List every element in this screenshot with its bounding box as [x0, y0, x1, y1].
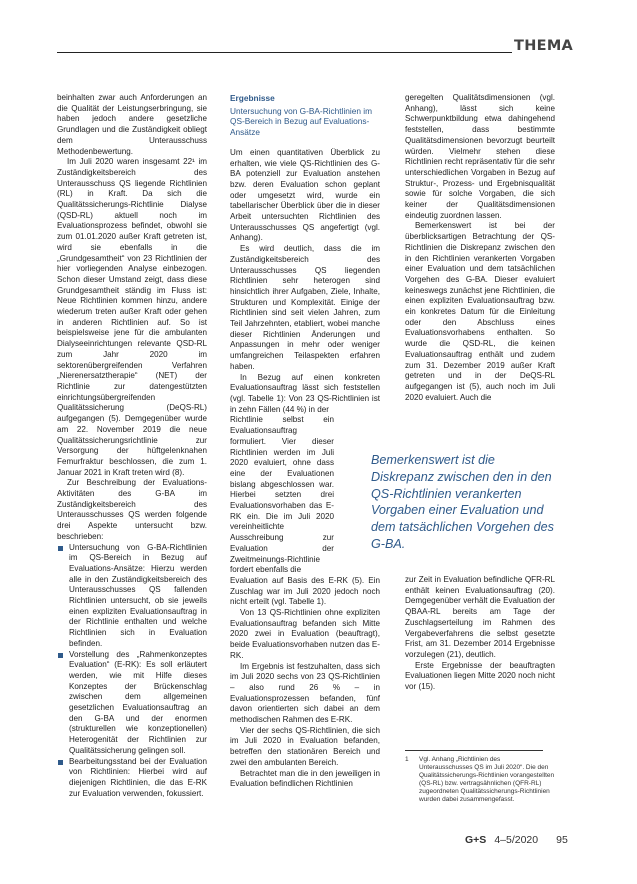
paragraph: Im Ergebnis ist festzuhalten, dass sich im Juli 2020 sechs von 23 QS-Richtlinien – also rund 26 % – in Evaluationsprozessen befanden, fünf davon orientierten sich dabei an dem methodischen Rahmen des E-RK.: [230, 661, 380, 725]
paragraph: Um einen quantitativen Überblick zu erhalten, wie viele QS-Richtlinien des G-BA potenziell zur Evaluation anstehen bzw. deren Evaluation schon geplant oder umgesetzt wird, wurde ein tabellarischer Überblick über die in dieser Arbeit untersuchten Richtlinien des Unterausschusses QS angefertigt (vgl. Anhang).: [230, 147, 380, 243]
column-3-continued: [405, 575, 555, 693]
list-item: Vorstellung des „Rahmenkonzeptes Evaluation“ (E-RK): Es soll erläutert werden, wie mit Hilfe dieses Konzeptes der Brückenschlag zwischen dem allgemeinen gesetzlichen Evaluationsauftrag an den G-BA und der enormen (strukturellen wie konzeptionellen) Heterogenität der Richtlinien zur Qualitätssicherung gelingen soll.: [57, 650, 207, 757]
paragraph: Erste Ergebnisse der beauftragten Evaluationen liegen Mitte 2020 noch nicht vor (15).: [405, 660, 555, 692]
paragraph: geregelten Qualitätsdimensionen (vgl. Anhang), lässt sich keine Schwerpunktbildung etwa dahingehend feststellen, dass bestimmte Qualitätsdimensionen bevorzugt beurteilt würden. Vielmehr stehen diese Richtlinien recht repräsentativ für die sehr unterschiedlichen Vorgaben in Bezug auf Struktur-, Prozess- und Ergebnisqualität sowie für solche Vorgaben, die sich keiner der Qualitätsdimensionen eindeutig zuordnen lassen.: [405, 93, 555, 220]
list-item: Untersuchung von G-BA-Richtlinien im QS-Bereich in Bezug auf Evaluations-Ansätze: Hierzu werden alle in den Zuständigkeitsbereich des Unterausschusses QS fallenden Richtlinien untersucht, ob sie jeweils einen expliziten Evaluationsauftrag in der Richtlinie enthalten und welche Richtlinien sich in Evaluation befinden.: [57, 543, 207, 650]
paragraph: zur Zeit in Evaluation befindliche QFR-RL enthält keinen Evaluationsauftrag (20). Demgegenüber verhält die Evaluation der QBAA-RL bereits am Tage der Zuschlagserteilung im Rahmen des Vergabeverfahrens die selbst gesetzte Frist, am 31. Dezember 2014 Ergebnisse vorzulegen (21), deutlich.: [405, 575, 555, 659]
section-heading: Ergebnisse: [230, 93, 275, 103]
issue-number: 4–5/2020: [494, 834, 539, 846]
page-footer: [465, 834, 568, 846]
paragraph: Im Juli 2020 waren insgesamt 22¹ im Zuständigkeitsbereich des Unterausschuss QS liegende Richtlinien (RL) in Kraft. Da sich die Qualitätssicherungs-Richtlinie Dialyse (QSD-RL) aktuell noch im Evaluationsprozess befindet, obwohl sie zum 01.01.2020 außer Kraft getreten ist, wird sie ebenfalls in die „Grundgesamtheit“ von 23 Richtlinien der hier vorliegenden Analyse einbezogen. Schon dieser Umstand zeigt, dass diese Grundgesamtheit ständig im Fluss ist: Neue Richtlinien kommen hinzu, andere wiederum treten außer Kraft oder gehen in anderen Richtlinien auf. So ist beispielsweise jene für die ambulanten Dialyseeinrichtungen relevante QSD-RL zum Jahr 2020 im sektorenübergreifenden Verfahren „Nierenersatztherapie“ (NET) der Richtlinie zur datengestützten einrichtungsübergreifenden Qualitätssicherung (DeQS-RL) aufgegangen (5). Demgegenüber wurde am 22. November 2019 die neue Qualitätssicherungsrichtlinie zur Versorgung der hüftgelenknahen Femurfraktur beschlossen, die zum 1. Januar 2021 in Kraft treten wird (8).: [57, 157, 207, 477]
page-number: 95: [556, 834, 568, 846]
header-rule: [57, 52, 512, 53]
paragraph: Evaluation auf Basis des E-RK (5). Ein Zuschlag war im Juli 2020 jedoch noch nicht erteilt (vgl. Tabelle 1).: [230, 575, 380, 607]
paragraph: beinhalten zwar auch Anforderungen an die Qualität der Leistungserbringung, sie haben jedoch andere gesetzliche Grundlagen und die Zuständigkeit obliegt dem Unterausschuss Methodenbewertung.: [57, 93, 207, 156]
aspect-list: [57, 543, 207, 800]
footnote-number: 1: [405, 756, 409, 763]
paragraph: Richtlinie selbst ein Evaluationsauftrag formuliert. Vier dieser Richtlinien werden im Juli 2020 evaluiert, ohne dass eine der Evaluationen bislang abgeschlossen war. Hierbei setzten drei Evaluationsvorhaben das E-RK ein. Die im Juli 2020 vereinheitlichte Ausschreibung zur Evaluation der Zweitmeinungs-Richtlinie fordert ebenfalls die: [230, 415, 334, 575]
column-2: [230, 93, 380, 790]
paragraph: Vier der sechs QS-Richtlinien, die sich im Juli 2020 in Evaluation befanden, betreffen den stationären Bereich und zwei den ambulanten Bereich.: [230, 725, 380, 767]
pull-quote: Bemerkenswert ist die Diskrepanz zwischen den in den QS-Richtlinien verankerten Vorgaben einer Evaluation und dem tatsächlichen Vorgehen des G-BA.: [371, 453, 554, 551]
paragraph: Es wird deutlich, dass die im Zuständigkeitsbereich des Unterausschusses QS liegenden Richtlinien sehr heterogen sind hinsichtlich ihrer Aufgaben, Ziele, Inhalte, Strukturen und Komplexität. Einige der Richtlinien sind seit vielen Jahren, zum Teil Jahrzehnten, etabliert, wobei manche dieser Richtlinien Änderungen und Anpassungen in mehr oder weniger umfangreichen Teilaspekten erfahren haben.: [230, 244, 380, 371]
column-1: [57, 93, 207, 799]
section-subheading: Untersuchung von G-BA-Richtlinien im QS-Bereich in Bezug auf Evaluations-Ansätze: [230, 105, 373, 138]
paragraph: In Bezug auf einen konkreten Evaluationsauftrag lässt sich feststellen (vgl. Tabelle 1): Von 23 QS-Richtlinien ist in zehn Fällen (44 %) in der: [230, 372, 380, 414]
paragraph: Von 13 QS-Richtlinien ohne expliziten Evaluationsauftrag befanden sich Mitte 2020 zwei in Evaluation (beauftragt), beide Evaluationsvorhaben nutzen das E-RK.: [230, 608, 380, 660]
footnote-rule: [405, 750, 543, 751]
section-label: THEMA: [514, 38, 574, 54]
paragraph: Betrachtet man die in den jeweiligen in Evaluation befindlichen Richtlinien: [230, 768, 380, 789]
paragraph: Bemerkenswert ist bei der überblicksartigen Betrachtung der QS-Richtlinien die Diskrepanz zwischen den in den Richtlinien verankerten Vorgaben einer Evaluation und dem tatsächlichen Vorgehen des G-BA. Dieser evaluiert keineswegs zunächst jene Richtlinien, die einen expliziten Evaluationsauftrag bzw. ein konkretes Datum für die Einleitung oder den Abschluss eines Evaluationsvorhabens enthalten. So wurde die QSD-RL, die keinen Evaluationsauftrag enthält und zudem zum 31. Dezember 2019 außer Kraft getreten und in der DeQS-RL aufgegangen ist (5), auch noch im Juli 2020 evaluiert. Auch die: [405, 221, 555, 402]
list-item: Bearbeitungsstand bei der Evaluation von Richtlinien: Hierbei wird auf diejenigen Richtlinien, die das E-RK zur Evaluation verwenden, fokussiert.: [57, 757, 207, 800]
paragraph: Zur Beschreibung der Evaluations-Aktivitäten des G-BA im Zuständigkeitsbereich des Unterausschusses QS werden folgende drei Aspekte untersucht bzw. beschrieben:: [57, 478, 207, 541]
column-3: [405, 93, 555, 403]
footnote-text: Vgl. Anhang „Richtlinien des Unterausschusses QS im Juli 2020“. Die den Qualitätssicherungs-Richtlinien vorangestellten (QS-RL) bzw. vertragsähnlichen (QFR-RL) zugeordneten Qualitätssicherungs-Richtlinien wurden dabei zusammengefasst.: [419, 756, 555, 803]
journal-brand: G+S: [465, 834, 487, 846]
footnote: [405, 756, 555, 804]
